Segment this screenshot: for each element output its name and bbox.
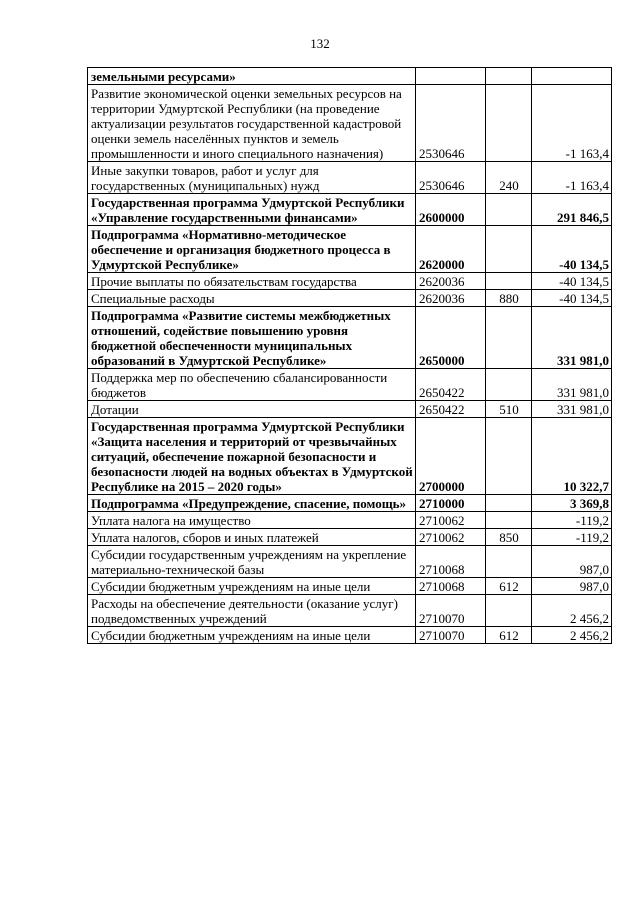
row-expense-type bbox=[486, 495, 532, 512]
row-name: Субсидии бюджетным учреждениям на иные цели bbox=[88, 627, 416, 644]
row-code: 2710000 bbox=[416, 495, 486, 512]
table-row bbox=[88, 546, 612, 578]
row-code: 2710068 bbox=[416, 546, 486, 578]
table-row bbox=[88, 578, 612, 595]
row-amount: 291 846,5 bbox=[532, 194, 612, 226]
table-row bbox=[88, 627, 612, 644]
row-expense-type bbox=[486, 418, 532, 495]
row-amount: 2 456,2 bbox=[532, 627, 612, 644]
budget-table-body bbox=[88, 68, 612, 644]
row-name: Субсидии бюджетным учреждениям на иные цели bbox=[88, 578, 416, 595]
row-expense-type bbox=[486, 512, 532, 529]
row-code: 2710070 bbox=[416, 627, 486, 644]
row-code: 2710062 bbox=[416, 512, 486, 529]
table-row bbox=[88, 529, 612, 546]
row-name: Подпрограмма «Предупреждение, спасение, помощь» bbox=[88, 495, 416, 512]
row-expense-type: 612 bbox=[486, 627, 532, 644]
row-amount: -119,2 bbox=[532, 529, 612, 546]
table-row bbox=[88, 85, 612, 162]
row-expense-type bbox=[486, 194, 532, 226]
row-code: 2650422 bbox=[416, 369, 486, 401]
row-expense-type bbox=[486, 369, 532, 401]
row-name: Государственная программа Удмуртской Республики «Защита населения и территорий от чрезвычайных ситуаций, обеспечение пожарной безопасности и безопасности людей на водных объектах в Удмуртской Республике на 2015 – 2020 годы» bbox=[88, 418, 416, 495]
row-code: 2650422 bbox=[416, 401, 486, 418]
row-name: Субсидии государственным учреждениям на укрепление материально-технической базы bbox=[88, 546, 416, 578]
row-name: земельными ресурсами» bbox=[88, 68, 416, 85]
row-code: 2710062 bbox=[416, 529, 486, 546]
row-code: 2600000 bbox=[416, 194, 486, 226]
table-row bbox=[88, 512, 612, 529]
row-name: Поддержка мер по обеспечению сбалансированности бюджетов bbox=[88, 369, 416, 401]
row-amount: -1 163,4 bbox=[532, 85, 612, 162]
row-code: 2620000 bbox=[416, 226, 486, 273]
row-code: 2530646 bbox=[416, 162, 486, 194]
table-row bbox=[88, 226, 612, 273]
row-name: Развитие экономической оценки земельных ресурсов на территории Удмуртской Республики (на проведение актуализации результатов государственной кадастровой оценки земель населённых пунктов и земель промышленности и иного специального назначения) bbox=[88, 85, 416, 162]
row-amount: 331 981,0 bbox=[532, 401, 612, 418]
row-name: Прочие выплаты по обязательствам государства bbox=[88, 273, 416, 290]
row-amount bbox=[532, 68, 612, 85]
page-number: 132 bbox=[310, 36, 330, 51]
row-amount: -1 163,4 bbox=[532, 162, 612, 194]
table-row bbox=[88, 307, 612, 369]
row-name: Специальные расходы bbox=[88, 290, 416, 307]
row-name: Подпрограмма «Нормативно-методическое обеспечение и организация бюджетного процесса в Удмуртской Республике» bbox=[88, 226, 416, 273]
row-amount: -40 134,5 bbox=[532, 273, 612, 290]
table-row bbox=[88, 369, 612, 401]
row-code bbox=[416, 68, 486, 85]
row-expense-type bbox=[486, 85, 532, 162]
row-expense-type: 612 bbox=[486, 578, 532, 595]
row-name: Иные закупки товаров, работ и услуг для государственных (муниципальных) нужд bbox=[88, 162, 416, 194]
table-row bbox=[88, 162, 612, 194]
row-expense-type bbox=[486, 273, 532, 290]
row-expense-type bbox=[486, 68, 532, 85]
row-name: Уплата налога на имущество bbox=[88, 512, 416, 529]
row-expense-type: 240 bbox=[486, 162, 532, 194]
row-expense-type bbox=[486, 546, 532, 578]
row-code: 2620036 bbox=[416, 290, 486, 307]
row-amount: -119,2 bbox=[532, 512, 612, 529]
row-amount: 3 369,8 bbox=[532, 495, 612, 512]
row-amount: 331 981,0 bbox=[532, 307, 612, 369]
row-code: 2700000 bbox=[416, 418, 486, 495]
row-amount: 987,0 bbox=[532, 578, 612, 595]
row-amount: 987,0 bbox=[532, 546, 612, 578]
row-code: 2710070 bbox=[416, 595, 486, 627]
row-amount: 2 456,2 bbox=[532, 595, 612, 627]
row-amount: -40 134,5 bbox=[532, 226, 612, 273]
table-row bbox=[88, 273, 612, 290]
row-name: Дотации bbox=[88, 401, 416, 418]
row-amount: -40 134,5 bbox=[532, 290, 612, 307]
row-code: 2530646 bbox=[416, 85, 486, 162]
row-expense-type: 880 bbox=[486, 290, 532, 307]
row-expense-type bbox=[486, 595, 532, 627]
table-row bbox=[88, 495, 612, 512]
row-expense-type: 510 bbox=[486, 401, 532, 418]
row-expense-type bbox=[486, 307, 532, 369]
row-code: 2620036 bbox=[416, 273, 486, 290]
row-name: Уплата налогов, сборов и иных платежей bbox=[88, 529, 416, 546]
table-row bbox=[88, 418, 612, 495]
budget-table bbox=[87, 67, 612, 644]
row-amount: 331 981,0 bbox=[532, 369, 612, 401]
row-name: Государственная программа Удмуртской Республики «Управление государственными финансами» bbox=[88, 194, 416, 226]
table-row bbox=[88, 595, 612, 627]
row-name: Подпрограмма «Развитие системы межбюджетных отношений, содействие повышению уровня бюджетной обеспеченности муниципальных образований в Удмуртской Республике» bbox=[88, 307, 416, 369]
row-code: 2650000 bbox=[416, 307, 486, 369]
table-row bbox=[88, 194, 612, 226]
table-row bbox=[88, 401, 612, 418]
row-expense-type: 850 bbox=[486, 529, 532, 546]
row-expense-type bbox=[486, 226, 532, 273]
table-row bbox=[88, 290, 612, 307]
row-amount: 10 322,7 bbox=[532, 418, 612, 495]
row-name: Расходы на обеспечение деятельности (оказание услуг) подведомственных учреждений bbox=[88, 595, 416, 627]
row-code: 2710068 bbox=[416, 578, 486, 595]
table-row bbox=[88, 68, 612, 85]
